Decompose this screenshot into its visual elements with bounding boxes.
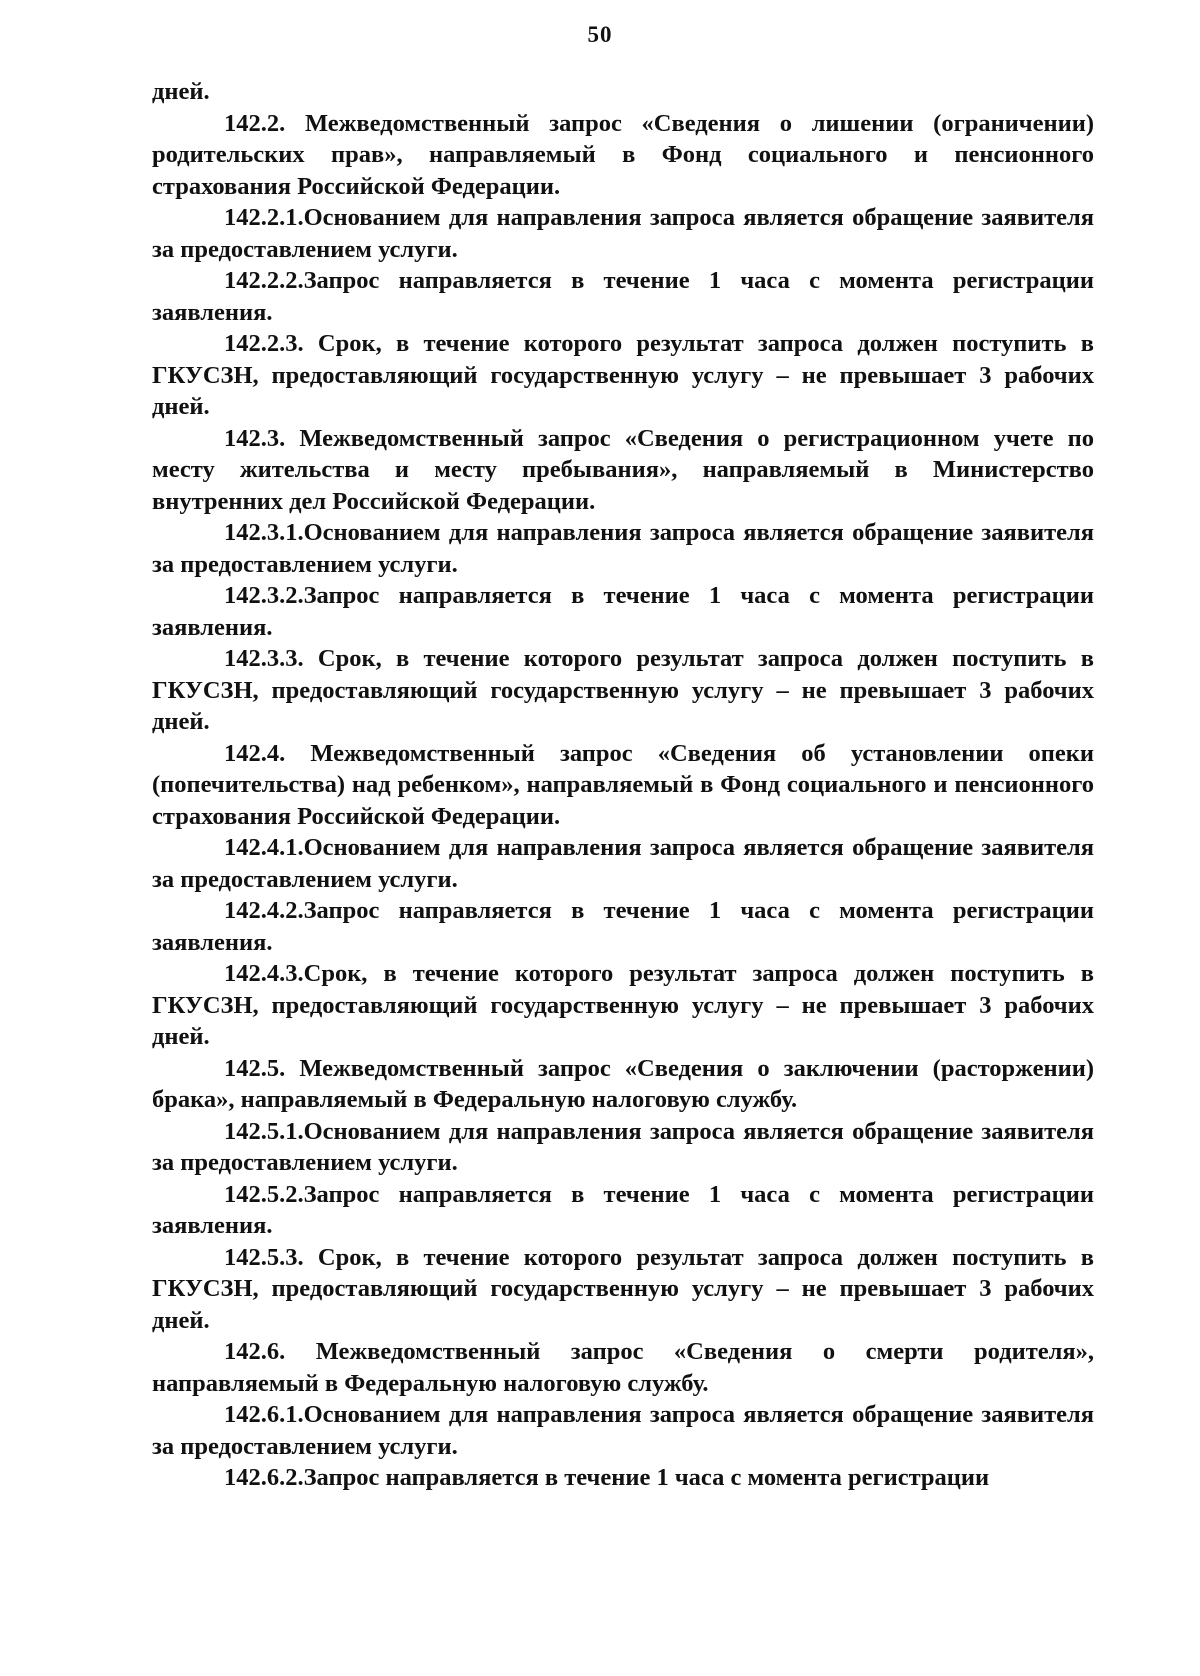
paragraph-142-3: 142.3. Межведомственный запрос «Сведения о регистрационном учете по месту жительства и месту пребывания», направляемый в Министерство внутренних дел Российской Федерации. <box>152 424 1094 515</box>
paragraph-142-4-1: 142.4.1.Основанием для направления запроса является обращение заявителя за предоставлением услуги. <box>152 834 1094 893</box>
paragraph-142-2: 142.2. Межведомственный запрос «Сведения о лишении (ограничении) родительских прав», направляемый в Фонд социального и пенсионного страхования Российской Федерации. <box>152 109 1094 200</box>
paragraph-142-4-3: 142.4.3.Срок, в течение которого результат запроса должен поступить в ГКУСЗН, предоставляющий государственную услугу – не превышает 3 рабочих дней. <box>152 960 1094 1050</box>
paragraph-142-3-2: 142.3.2.Запрос направляется в течение 1 часа с момента регистрации заявления. <box>152 582 1094 641</box>
paragraph-142-6-2: 142.6.2.Запрос направляется в течение 1 часа с момента регистрации <box>224 1464 990 1491</box>
document-body <box>152 76 1094 1494</box>
paragraph-142-6-1: 142.6.1.Основанием для направления запроса является обращение заявителя за предоставлением услуги. <box>152 1401 1094 1460</box>
paragraph-142-5-3: 142.5.3. Срок, в течение которого результат запроса должен поступить в ГКУСЗН, предоставляющий государственную услугу – не превышает 3 рабочих дней. <box>152 1243 1094 1334</box>
paragraph-142-2-2: 142.2.2.Запрос направляется в течение 1 часа с момента регистрации заявления. <box>152 267 1094 326</box>
paragraph-142-5-1: 142.5.1.Основанием для направления запроса является обращение заявителя за предоставлением услуги. <box>152 1117 1094 1176</box>
paragraph-142-4-2: 142.4.2.Запрос направляется в течение 1 часа с момента регистрации заявления. <box>152 897 1094 956</box>
paragraph-142-5-2: 142.5.2.Запрос направляется в течение 1 часа с момента регистрации заявления. <box>152 1180 1094 1239</box>
paragraph-142-3-3: 142.3.3. Срок, в течение которого результат запроса должен поступить в ГКУСЗН, предоставляющий государственную услугу – не превышает 3 рабочих дней. <box>152 645 1094 735</box>
paragraph-142-5: 142.5. Межведомственный запрос «Сведения о заключении (расторжении) брака», направляемый в Федеральную налоговую службу. <box>152 1054 1094 1113</box>
paragraph-142-4: 142.4. Межведомственный запрос «Сведения об установлении опеки (попечительства) над ребенком», направляемый в Фонд социального и пенсионного страхования Российской Федерации. <box>152 739 1094 830</box>
paragraph-142-6: 142.6. Межведомственный запрос «Сведения о смерти родителя», направляемый в Федеральную налоговую службу. <box>152 1338 1094 1397</box>
paragraph-142-3-1: 142.3.1.Основанием для направления запроса является обращение заявителя за предоставлением услуги. <box>152 519 1094 578</box>
paragraph-142-2-3: 142.2.3. Срок, в течение которого результат запроса должен поступить в ГКУСЗН, предоставляющий государственную услугу – не превышает 3 рабочих дней. <box>152 330 1094 420</box>
paragraph-142-2-1: 142.2.1.Основанием для направления запроса является обращение заявителя за предоставлением услуги. <box>152 204 1094 263</box>
paragraph-continuation: дней. <box>152 78 210 105</box>
page-number: 50 <box>587 22 613 47</box>
